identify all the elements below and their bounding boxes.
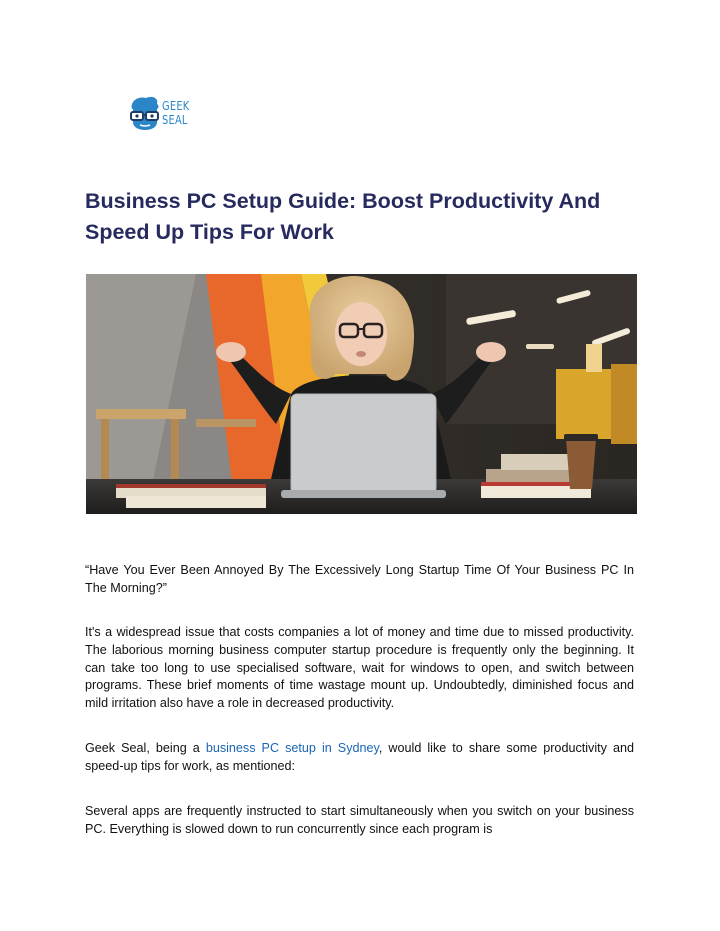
geek-seal-mascot-icon bbox=[126, 95, 166, 133]
hero-image bbox=[86, 274, 637, 514]
logo-line-2: SEAL bbox=[162, 113, 188, 127]
intro-quote: “Have You Ever Been Annoyed By The Excessively Long Startup Time Of Your Business PC In The Morning?” bbox=[85, 563, 634, 595]
logo-wordmark bbox=[162, 99, 190, 127]
paragraph-text-after-link: , would like to share some productivity and speed-up tips for work, as mentioned: bbox=[85, 741, 634, 773]
paragraph-text-before-link: Geek Seal, being a bbox=[85, 741, 206, 755]
business-pc-setup-link[interactable]: business PC setup in Sydney bbox=[205, 741, 379, 755]
hero-photo bbox=[86, 274, 637, 514]
logo-line-1: GEEK bbox=[162, 99, 190, 113]
page-title: Business PC Setup Guide: Boost Productivity And Speed Up Tips For Work bbox=[85, 189, 601, 244]
paragraph-geek-seal bbox=[85, 740, 634, 776]
paragraph-problem: It's a widespread issue that costs companies a lot of money and time due to missed productivity. The laborious morning business computer startup procedure is frequently only the beginning. It can take too long to use specialised software, wait for windows to open, and switch between programs. These brief moments of time wastage mount up. Undoubtedly, diminished focus and mild irritation also have a role in decreased productivity. bbox=[85, 625, 634, 711]
paragraph-startup-apps: Several apps are frequently instructed to start simultaneously when you switch on your business PC. Everything is slowed down to run concurrently since each program is bbox=[85, 804, 634, 836]
